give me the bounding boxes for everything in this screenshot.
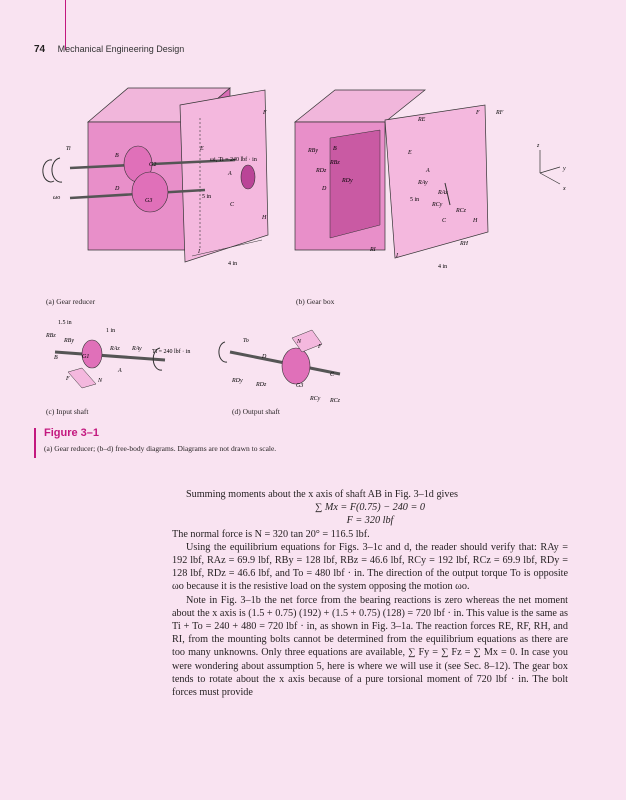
svg-text:RBz: RBz	[330, 160, 340, 166]
svg-text:ωo: ωo	[53, 195, 61, 201]
figure-caption-rule	[34, 428, 36, 458]
body-text	[172, 488, 568, 699]
svg-text:RDy: RDy	[342, 178, 353, 184]
fig-label-Ti: ωi, Ti = 240 lbf · in	[210, 157, 257, 163]
paragraph-3: Using the equilibrium equations for Figs. 3–1c and d, the reader should verify that: RAy = 192 lbf, RAz = 69.9 lbf, RBy = 128 lbf, RBz = 46.6 lbf, RCy = 192 lbf, RCz = 69.9 lbf, RDy = 128 lbf, RDz = 46.6 lbf, and To = 480 lbf · in. The direction of the output torque To is opposite ωo because it is the resistive load on the system opposing the motion ωo.	[172, 541, 568, 593]
svg-text:RBz: RBz	[46, 333, 56, 339]
svg-text:RBy: RBy	[308, 148, 318, 154]
svg-text:RCy: RCy	[432, 202, 443, 208]
gear-reducer-box	[88, 88, 268, 262]
fig-label-1in: 1 in	[106, 328, 116, 334]
svg-text:H: H	[262, 215, 267, 221]
page-number: 74	[34, 44, 46, 55]
svg-text:C: C	[330, 372, 335, 378]
svg-text:N: N	[297, 339, 302, 345]
fig-label-4in-b: 4 in	[438, 264, 448, 270]
panel-b-label: (b) Gear box	[296, 297, 335, 306]
svg-text:RAy: RAy	[132, 346, 142, 352]
panel-a-label: (a) Gear reducer	[46, 297, 96, 306]
svg-text:B: B	[115, 153, 119, 159]
paragraph-2: The normal force is N = 320 tan 20° = 116.5 lbf.	[172, 528, 370, 540]
svg-text:RE: RE	[418, 117, 426, 123]
svg-text:To: To	[243, 338, 249, 344]
paragraph-4: Note in Fig. 3–1b the net force from the bearing reactions is zero whereas the net moment about the x axis is (1.5 + 0.75) (192) + (1.5 + 0.75) (128) = 720 lbf · in. This value is the same as Ti + To = 240 + 480 = 720 lbf · in, as shown in Fig. 3–1a. The reaction forces RE, RF, RH, and RI, from the mounting bolts cannot be determined from the equilibrium equations as there are too many unknowns. Only three equations are available, ∑ Fy = ∑ Fz = ∑ Mx = 0. In case you were wondering about assumption 5, here is where we will use it (see Sec. 8–12). The gear box tends to rotate about the x axis because of a pure torsional moment of 720 lbf · in. The bolt forces must provide	[172, 594, 568, 699]
svg-text:H: H	[473, 218, 478, 224]
svg-text:E: E	[408, 150, 412, 156]
svg-text:RCz: RCz	[330, 398, 341, 404]
gear-box-b	[295, 90, 488, 258]
svg-text:B: B	[333, 146, 337, 152]
fig-label-5in-a: 5 in	[202, 194, 212, 200]
svg-text:RAz: RAz	[110, 346, 120, 352]
svg-text:B: B	[54, 355, 58, 361]
fig-label-5in-b: 5 in	[410, 197, 420, 203]
svg-text:I: I	[198, 249, 200, 255]
svg-text:I: I	[396, 253, 398, 259]
running-title: Mechanical Engineering Design	[57, 44, 185, 54]
figure-number: Figure 3–1	[44, 427, 100, 439]
svg-text:G3: G3	[296, 383, 304, 389]
svg-text:N: N	[98, 378, 103, 384]
svg-text:RH: RH	[460, 241, 468, 247]
svg-text:F: F	[318, 344, 322, 350]
panel-d-label: (d) Output shaft	[232, 407, 280, 416]
svg-text:RDz: RDz	[316, 168, 327, 174]
svg-text:F: F	[263, 110, 267, 116]
svg-text:G2: G2	[149, 162, 157, 168]
svg-text:RAz: RAz	[438, 190, 448, 196]
panel-c-label: (c) Input shaft	[46, 407, 89, 416]
fig-label-1-5in: 1.5 in	[58, 320, 72, 326]
svg-text:D: D	[322, 186, 327, 192]
equation-force: F = 320 lbf	[346, 515, 394, 527]
svg-text:RI: RI	[370, 247, 376, 253]
svg-text:A: A	[426, 168, 430, 174]
svg-text:G1: G1	[82, 354, 90, 360]
svg-text:RF: RF	[496, 110, 504, 116]
paragraph-1: Summing moments about the x axis of shaft AB in Fig. 3–1d gives	[186, 489, 458, 500]
axes-icon	[540, 150, 560, 184]
svg-text:Ti: Ti	[66, 146, 71, 152]
figure-caption: (a) Gear reducer; (b–d) free-body diagrams. Diagrams are not drawn to scale.	[44, 444, 277, 453]
output-shaft-d	[219, 330, 340, 384]
svg-text:D: D	[115, 186, 120, 192]
svg-text:F: F	[476, 110, 480, 116]
svg-text:C: C	[442, 218, 447, 224]
svg-text:RCz: RCz	[456, 208, 467, 214]
axis-z-label: z	[537, 143, 540, 149]
svg-text:RCy: RCy	[310, 396, 321, 402]
svg-text:RDz: RDz	[256, 382, 267, 388]
equation-moment: ∑ Mx = F(0.75) − 240 = 0	[315, 502, 425, 514]
svg-text:RAy: RAy	[418, 180, 428, 186]
svg-text:RBy: RBy	[64, 338, 74, 344]
svg-text:C: C	[230, 202, 235, 208]
axis-y-label: y	[563, 166, 566, 172]
fig-label-4in-a: 4 in	[228, 261, 238, 267]
svg-text:A: A	[228, 171, 232, 177]
fig-label-Ti-c: Ti = 240 lbf · in	[152, 349, 191, 355]
svg-text:A: A	[118, 368, 122, 374]
svg-text:F: F	[66, 376, 70, 382]
svg-text:D: D	[262, 354, 267, 360]
axis-x-label: x	[563, 186, 566, 192]
svg-text:RDy: RDy	[232, 378, 243, 384]
svg-text:E: E	[200, 146, 204, 152]
svg-text:G3: G3	[145, 198, 153, 204]
